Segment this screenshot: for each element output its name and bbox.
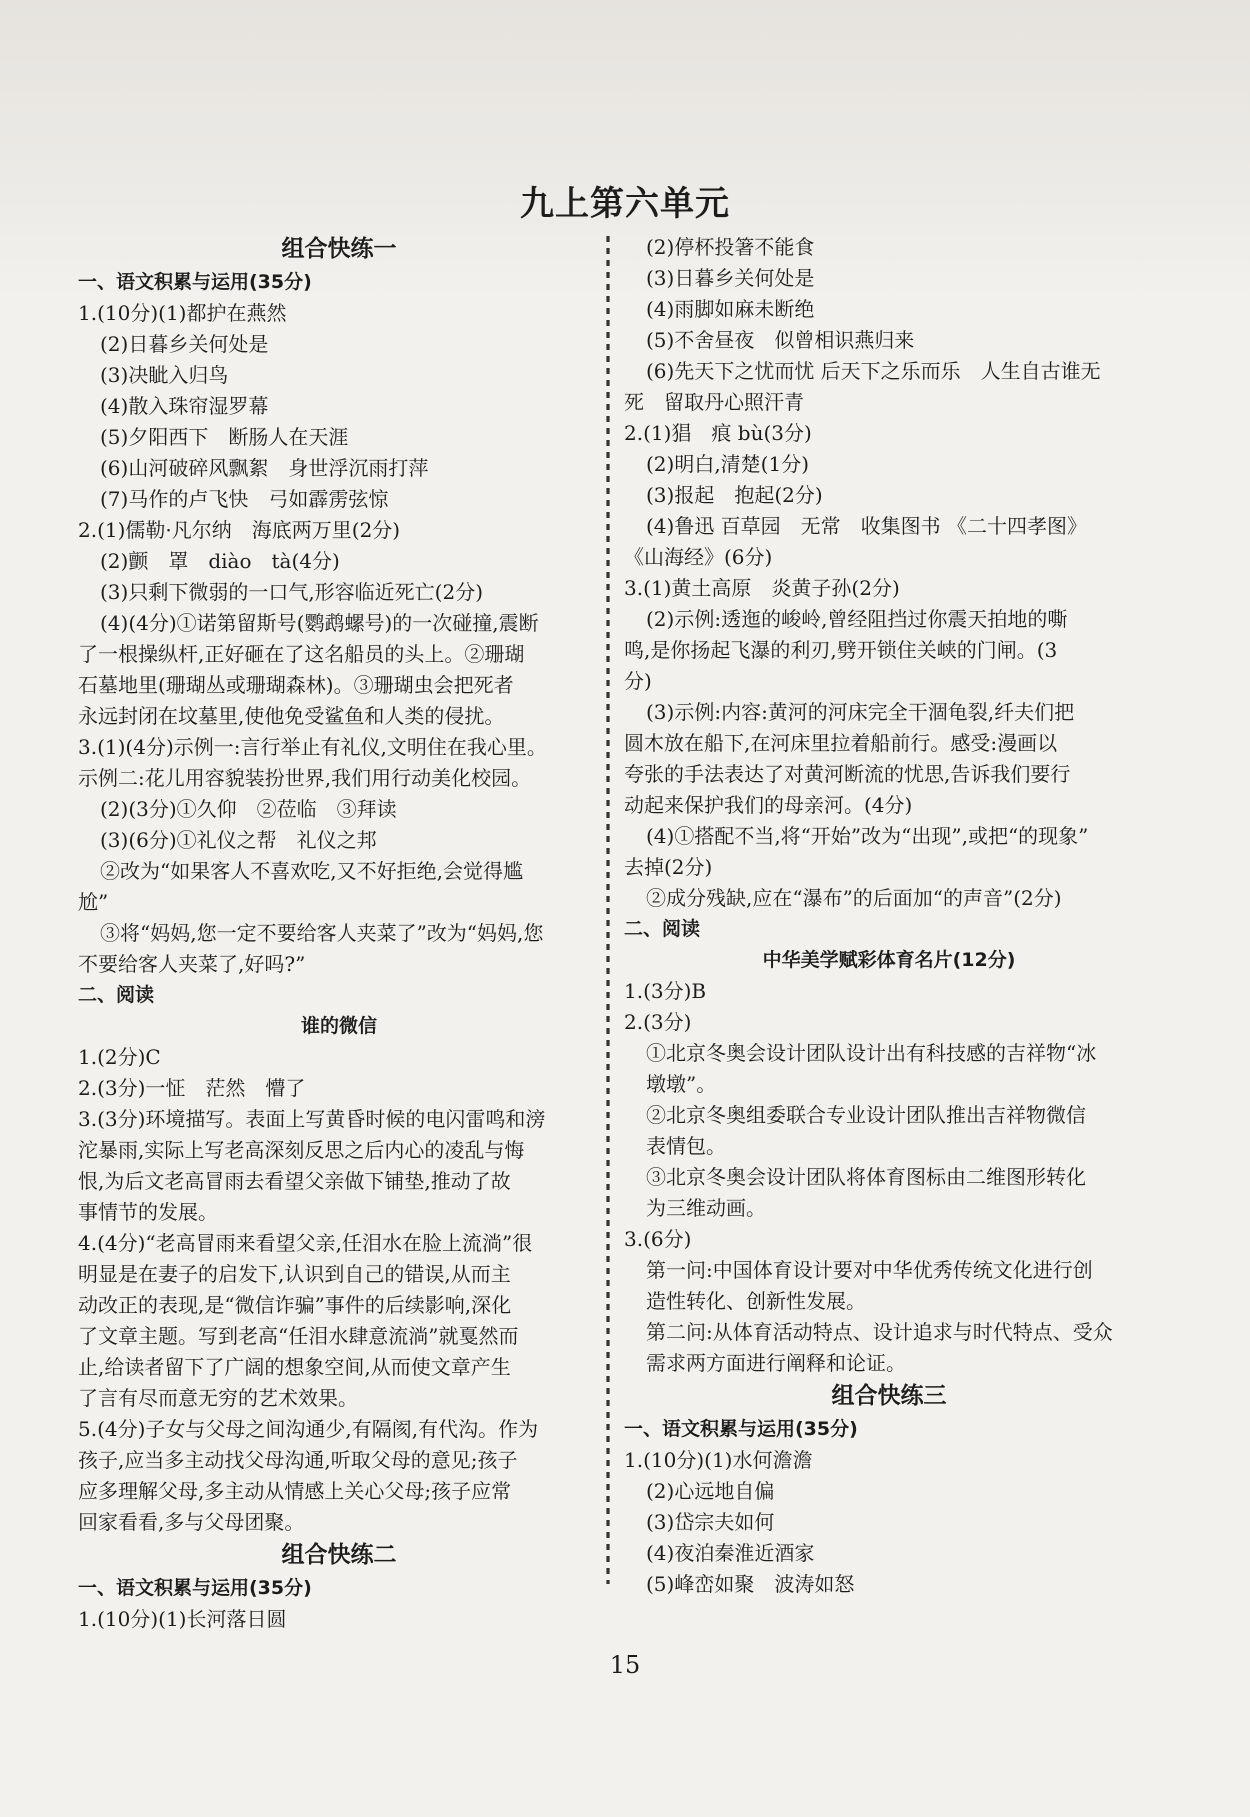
- page-number: 15: [609, 1651, 641, 1679]
- answer-line: (4)散入珠帘湿罗幕: [100, 394, 269, 418]
- left-column: [78, 232, 600, 1635]
- answer-line: (2)日暮乡关何处是: [100, 332, 269, 356]
- answer-line: 了言有尽而意无穷的艺术效果。: [78, 1386, 358, 1410]
- answer-line: ②改为“如果客人不喜欢吃,又不好拒绝,会觉得尴: [100, 859, 523, 883]
- answer-line: 3.(6分): [624, 1227, 692, 1251]
- answer-line: 第二问:从体育活动特点、设计追求与时代特点、受众: [646, 1320, 1113, 1344]
- answer-line: 2.(3分): [624, 1010, 692, 1034]
- answer-line: 圆木放在船下,在河床里拉着船前行。感受:漫画以: [624, 731, 1058, 755]
- answer-line: (2)心远地自偏: [646, 1479, 775, 1503]
- answer-line: 2.(1)猖 痕 bù(3分): [624, 421, 812, 445]
- answer-line: 3.(1)(4分)示例一:言行举止有礼仪,文明住在我心里。: [78, 735, 547, 759]
- answer-line: 分): [624, 669, 652, 693]
- answer-line: 5.(4分)子女与父母之间沟通少,有隔阂,有代沟。作为: [78, 1417, 539, 1441]
- answer-line: (4)①搭配不当,将“开始”改为“出现”,或把“的现象”: [646, 824, 1089, 848]
- answer-line: (3)示例:内容:黄河的河床完全干涸龟裂,纤夫们把: [646, 700, 1075, 724]
- answer-line: 2.(1)儒勒·凡尔纳 海底两万里(2分): [78, 518, 401, 542]
- answer-line: 鸣,是你扬起飞瀑的利刃,劈开锁住关峡的门闸。(3: [624, 638, 1058, 662]
- answer-line: (2)明白,清楚(1分): [646, 452, 810, 476]
- reading-title: 谁的微信: [300, 1015, 377, 1037]
- answer-line: (2)停杯投箸不能食: [646, 235, 815, 259]
- answer-line: (2)示例:透迤的峻岭,曾经阻挡过你震天拍地的嘶: [646, 607, 1068, 631]
- answer-line: (6)先天下之忧而忧 后天下之乐而乐 人生自古谁无: [646, 359, 1101, 383]
- part-heading: 一、语文积累与运用(35分): [624, 1418, 858, 1440]
- answer-line: 止,给读者留下了广阔的想象空间,从而使文章产生: [78, 1355, 511, 1379]
- answer-line: ②北京冬奥组委联合专业设计团队推出吉祥物微信: [646, 1103, 1086, 1127]
- answer-line: (4)雨脚如麻未断绝: [646, 297, 815, 321]
- section-heading: 组合快练二: [281, 1542, 397, 1568]
- answer-line: ③将“妈妈,您一定不要给客人夹菜了”改为“妈妈,您: [100, 921, 544, 945]
- answer-line: 造性转化、创新性发展。: [646, 1289, 866, 1313]
- answer-line: 孩子,应当多主动找父母沟通,听取父母的意见;孩子: [78, 1448, 518, 1472]
- answer-line: (2)颤 罩 diào tà(4分): [100, 549, 340, 573]
- answer-line: 石墓地里(珊瑚丛或珊瑚森林)。③珊瑚虫会把死者: [78, 673, 514, 697]
- answer-line: 4.(4分)“老高冒雨来看望父亲,任泪水在脸上流淌”很: [78, 1231, 533, 1255]
- answer-line: (4)(4分)①诺第留斯号(鹦鹉螺号)的一次碰撞,震断: [100, 611, 539, 635]
- answer-line: 1.(10分)(1)水何澹澹: [624, 1448, 813, 1472]
- answer-line: 夸张的手法表达了对黄河断流的忧思,告诉我们要行: [624, 762, 1071, 786]
- answer-line: 需求两方面进行阐释和论证。: [646, 1351, 906, 1375]
- answer-line: 《山海经》(6分): [624, 545, 773, 569]
- answer-line: (5)不舍昼夜 似曾相识燕归来: [646, 328, 915, 352]
- answer-line: 3.(3分)环境描写。表面上写黄昏时候的电闪雷鸣和滂: [78, 1107, 546, 1131]
- answer-line: (5)夕阳西下 断肠人在天涯: [100, 425, 349, 449]
- answer-line: (4)鲁迅 百草园 无常 收集图书 《二十四孝图》: [646, 514, 1088, 538]
- answer-line: 死 留取丹心照汗青: [624, 390, 804, 414]
- part-heading: 二、阅读: [624, 918, 701, 940]
- reading-title: 中华美学赋彩体育名片(12分): [762, 949, 1016, 971]
- answer-line: 第一问:中国体育设计要对中华优秀传统文化进行创: [646, 1258, 1093, 1282]
- answer-line: 1.(10分)(1)长河落日圆: [78, 1607, 287, 1631]
- answer-line: (3)报起 抱起(2分): [646, 483, 823, 507]
- answer-line: 去掉(2分): [624, 855, 713, 879]
- answer-line: 动起来保护我们的母亲河。(4分): [624, 793, 913, 817]
- answer-line: 明显是在妻子的启发下,认识到自己的错误,从而主: [78, 1262, 511, 1286]
- answer-line: 1.(10分)(1)都护在燕然: [78, 301, 287, 325]
- answer-line: 恨,为后文老高冒雨去看望父亲做下铺垫,推动了故: [78, 1169, 511, 1193]
- answer-line: 尬”: [78, 890, 109, 914]
- section-heading: 组合快练三: [831, 1383, 947, 1409]
- answer-line: (3)只剩下微弱的一口气,形容临近死亡(2分): [100, 580, 484, 604]
- answer-line: 为三维动画。: [646, 1196, 766, 1220]
- answer-line: 了一根操纵杆,正好砸在了这名船员的头上。②珊瑚: [78, 642, 525, 666]
- part-heading: 二、阅读: [78, 984, 155, 1006]
- answer-line: 沱暴雨,实际上写老高深刻反思之后内心的凌乱与悔: [78, 1138, 525, 1162]
- answer-line: ②成分残缺,应在“瀑布”的后面加“的声音”(2分): [646, 886, 1062, 910]
- answer-line: (2)(3分)①久仰 ②莅临 ③拜读: [100, 797, 397, 821]
- right-column: [624, 232, 1154, 1600]
- answer-line: 应多理解父母,多主动从情感上关心父母;孩子应常: [78, 1479, 512, 1503]
- part-heading: 一、语文积累与运用(35分): [78, 1577, 312, 1599]
- answer-line: 表情包。: [646, 1134, 726, 1158]
- answer-line: 墩墩”。: [646, 1072, 717, 1096]
- part-heading: 一、语文积累与运用(35分): [78, 271, 312, 293]
- answer-line: 2.(3分)一怔 茫然 懵了: [78, 1076, 306, 1100]
- answer-line: 3.(1)黄土高原 炎黄子孙(2分): [624, 576, 900, 600]
- answer-line: 回家看看,多与父母团聚。: [78, 1510, 305, 1534]
- answer-line: 不要给客人夹菜了,好吗?”: [78, 952, 306, 976]
- answer-line: ①北京冬奥会设计团队设计出有科技感的吉祥物“冰: [646, 1041, 1097, 1065]
- answer-line: 示例二:花儿用容貌装扮世界,我们用行动美化校园。: [78, 766, 532, 790]
- section-heading: 组合快练一: [281, 236, 397, 262]
- answer-line: 动改正的表现,是“微信诈骗”事件的后续影响,深化: [78, 1293, 512, 1317]
- answer-line: 1.(3分)B: [624, 979, 707, 1003]
- answer-line: (3)日暮乡关何处是: [646, 266, 815, 290]
- answer-line: (3)(6分)①礼仪之帮 礼仪之邦: [100, 828, 377, 852]
- answer-line: (3)决眦入归鸟: [100, 363, 229, 387]
- answer-line: 永远封闭在坟墓里,使他免受鲨鱼和人类的侵扰。: [78, 704, 505, 728]
- column-divider: [604, 236, 612, 1584]
- answer-line: (3)岱宗夫如何: [646, 1510, 775, 1534]
- answer-line: (5)峰峦如聚 波涛如怒: [646, 1572, 855, 1596]
- page-title: 九上第六单元: [520, 184, 730, 224]
- answer-line: (6)山河破碎风飘絮 身世浮沉雨打萍: [100, 456, 429, 480]
- answer-line: (7)马作的卢飞快 弓如霹雳弦惊: [100, 487, 389, 511]
- answer-line: 事情节的发展。: [78, 1200, 218, 1224]
- answer-line: 了文章主题。写到老高“任泪水肆意流淌”就戛然而: [78, 1324, 519, 1348]
- answer-line: 1.(2分)C: [78, 1045, 161, 1069]
- answer-line: ③北京冬奥会设计团队将体育图标由二维图形转化: [646, 1165, 1086, 1189]
- answer-line: (4)夜泊秦淮近酒家: [646, 1541, 815, 1565]
